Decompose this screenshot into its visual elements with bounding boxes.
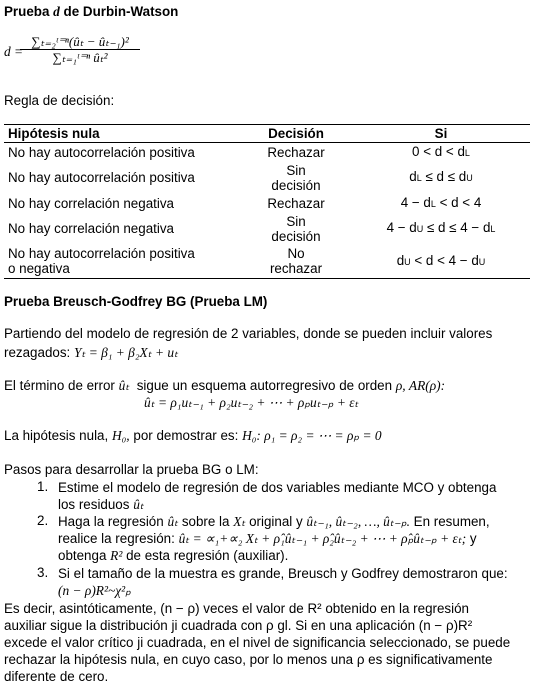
header-decision: Decisión [240, 125, 352, 143]
dw-formula-lhs: d = [4, 44, 24, 59]
math-ut: ûₜ [133, 497, 144, 512]
bg-paragraph-3 [4, 428, 382, 444]
cell-condition: dU < d < 4 − dU [352, 245, 530, 279]
text: rezagados: [4, 345, 71, 360]
table-row [4, 162, 530, 194]
cell-decision: Sin decisión [271, 162, 321, 193]
decision-rule-label: Regla de decisión: [4, 93, 115, 108]
conclusion-line: Es decir, asintóticamente, (n − ρ) veces el valor de R² obtenido en la regresión [4, 601, 469, 616]
text: por demostrar es: [133, 428, 239, 443]
dw-formula-denominator: ∑ₜ₌₁ᵗ⁼ⁿ ûₜ² [52, 50, 108, 65]
header-si: Si [352, 125, 530, 143]
math-rho: ρ, AR(ρ): [395, 378, 446, 393]
text: El término de error [4, 378, 115, 393]
decision-table [4, 124, 530, 279]
cell-decision: Sin decisión [271, 213, 321, 244]
table-row [4, 245, 530, 279]
bg-paragraph-2 [4, 378, 445, 394]
dw-title-d: d [53, 4, 60, 19]
cell-hipotesis: No hay autocorrelación positiva [8, 144, 195, 160]
text: los residuos [58, 497, 130, 512]
lm-statistic-equation: (n − ρ)R²~χ²ₚ [58, 583, 131, 598]
math-ut: ûₜ [118, 378, 130, 393]
cell-hipotesis: No hay autocorrelación positiva [8, 170, 195, 185]
dw-title-part: de Durbin-Watson [59, 4, 179, 19]
conclusion-line: diferente de cero. [4, 669, 109, 684]
cell-condition: dL ≤ d ≤ dU [409, 169, 473, 184]
step-number: 2. [37, 513, 49, 528]
dw-formula-fraction [20, 34, 140, 65]
model-equation: Yₜ = β₁ + β₂Xₜ + uₜ [74, 345, 179, 360]
math-lags: ûₜ₋₁, ûₜ₋₂, …, ûₜ₋ₚ. [306, 514, 410, 529]
table-header-row [4, 125, 530, 143]
text: Si el tamaño de la muestra es grande, Breusch y Godfrey demostraron que: [58, 566, 508, 581]
cell-hipotesis: No hay correlación negativa [8, 195, 174, 211]
step-2 [58, 513, 533, 564]
math-r2: R² [110, 548, 123, 563]
dw-title [4, 4, 178, 20]
conclusion-line: auxiliar sigue la distribución ji cuadrada con ρ gl. Si en una aplicación (n − ρ)R² [4, 618, 473, 633]
text: La hipótesis nula, [4, 428, 109, 443]
text: sobre la [181, 514, 230, 529]
cell-decision: Rechazar [267, 195, 325, 211]
cell-condition: 4 − dL < d < 4 [400, 194, 482, 210]
text: de esta regresión (auxiliar). [126, 548, 289, 563]
cell-condition: 0 < d < dL [412, 143, 470, 159]
step-number: 1. [37, 479, 49, 494]
text: original y [249, 514, 303, 529]
table-row [4, 143, 530, 162]
cell-decision: No rechazar [240, 245, 352, 279]
text: Haga la regresión [58, 514, 164, 529]
step-1 [58, 479, 533, 513]
conclusion-line: rechazar la hipótesis nula, en cuyo caso, por lo menos una ρ es significativamente [4, 652, 493, 667]
header-hipotesis: Hipótesis nula [4, 125, 240, 143]
dw-title-part: Prueba [4, 4, 54, 19]
math-h0: H₀, [111, 428, 130, 443]
conclusion-line: excede el valor crítico ji cuadrada, en el nivel de significancia seleccionado, se puede [4, 635, 511, 650]
auxiliary-regression-equation: ûₜ = ∝₁+∝₂ Xₜ + ρ̂₁ûₜ₋₁ + ρ̂₂ûₜ₋₂ + ⋯ + ρ̂ₚûₜ₋ₚ + εₜ; [178, 531, 467, 546]
cell-decision: Rechazar [267, 144, 325, 160]
text: En resumen, [413, 514, 490, 529]
null-hypothesis-equation: H₀: ρ₁ = ρ₂ = ⋯ = ρₚ = 0 [242, 428, 382, 443]
bg-paragraph-1: Partiendo del modelo de regresión de 2 variables, donde se pueden incluir valores [4, 326, 493, 341]
math-xt: Xₜ [233, 514, 246, 529]
conclusion-paragraph [4, 600, 510, 685]
text: Estime el modelo de regresión de dos variables mediante MCO y obtenga [58, 480, 497, 495]
math-ut: ûₜ [167, 514, 179, 529]
table-row [4, 194, 530, 213]
text: obtenga [58, 548, 107, 563]
table-row [4, 213, 530, 245]
step-number: 3. [37, 565, 49, 580]
text: y [469, 531, 477, 546]
text: realice la regresión: [58, 531, 175, 546]
cell-hipotesis: No hay autocorrelación positiva o negativa [4, 245, 240, 279]
bg-paragraph-1-line2 [4, 345, 178, 361]
ar-equation: ûₜ = ρ₁uₜ₋₁ + ρ₂uₜ₋₂ + ⋯ + ρₚuₜ₋ₚ + εₜ [144, 395, 359, 410]
cell-condition: 4 − dU ≤ d ≤ 4 − dL [386, 220, 496, 235]
cell-hipotesis: No hay correlación negativa [8, 221, 174, 236]
steps-title: Pasos para desarrollar la prueba BG o LM: [4, 462, 259, 477]
step-3 [58, 565, 533, 599]
text: sigue un esquema autorregresivo de orden [136, 378, 393, 393]
bg-title: Prueba Breusch-Godfrey BG (Prueba LM) [4, 294, 268, 309]
dw-formula-numerator: ∑ₜ₌₂ᵗ⁼ⁿ(ûₜ − ûₜ₋₁)² [20, 34, 140, 50]
